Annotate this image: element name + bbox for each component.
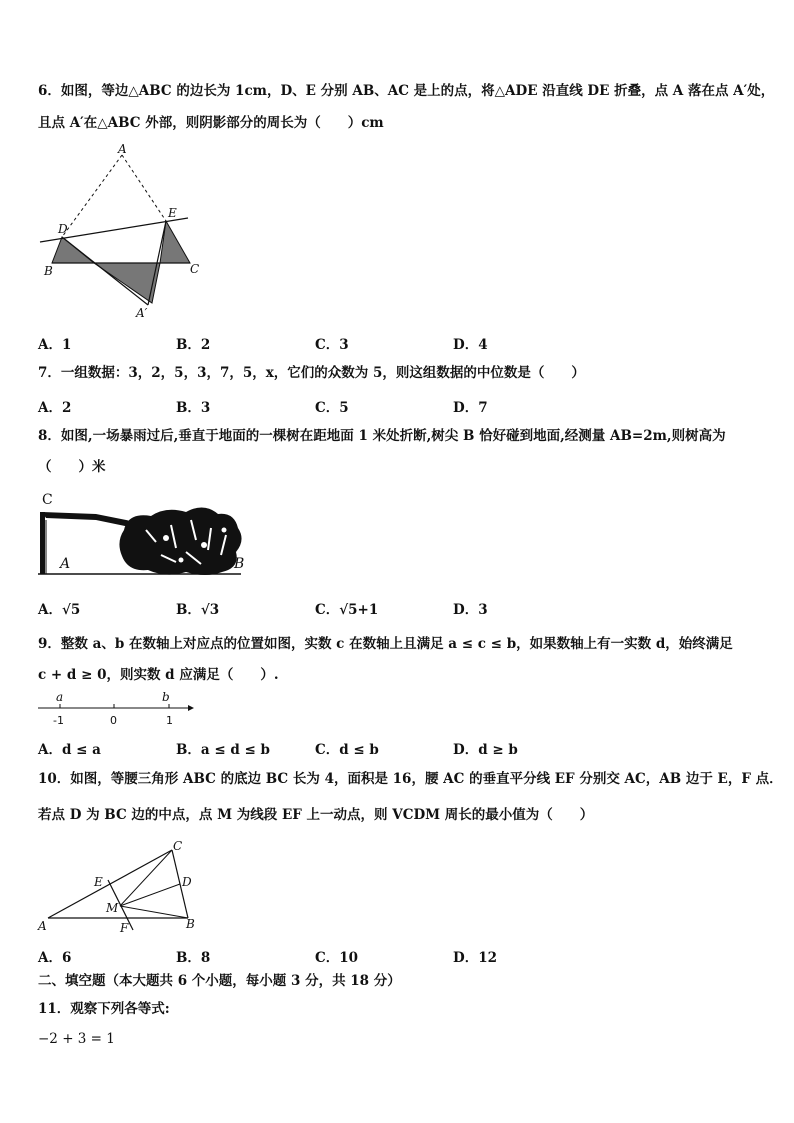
q9-option-b: B．a ≤ d ≤ b: [176, 742, 270, 758]
q8-label-b: B: [234, 556, 245, 572]
q10-label-c: C: [173, 839, 183, 853]
q11-stem: 11．观察下列各等式:: [38, 1001, 170, 1017]
section-heading-fill-in: 二、填空题（本大题共 6 个小题，每小题 3 分，共 18 分）: [38, 973, 401, 989]
q6-option-c: C．3: [315, 337, 349, 353]
q10-label-m: M: [106, 901, 119, 915]
q8-label-a: A: [60, 556, 71, 572]
q6-stem-line2: 且点 A′在△ABC 外部，则阴影部分的周长为（ ）cm: [38, 115, 384, 131]
q9-option-d: D．d ≥ b: [453, 742, 518, 758]
q6-label-c: C: [190, 262, 200, 276]
q10-figure: [36, 838, 206, 938]
q8-stem-line2: （ ）米: [38, 459, 106, 475]
q10-label-a: A: [38, 919, 47, 933]
q9-number-line: [38, 690, 198, 730]
q8-option-c: C．√5+1: [315, 602, 379, 618]
q8-option-b: B．√3: [176, 602, 220, 618]
q9-label-b: b: [162, 690, 170, 704]
q9-tick-0: 0: [110, 714, 117, 727]
q8-option-d: D．3: [453, 602, 488, 618]
q10-option-a: A．6: [38, 950, 72, 966]
q6-label-a-prime: A′: [136, 306, 148, 320]
q6-label-e: E: [168, 206, 177, 220]
q6-label-b: B: [44, 264, 53, 278]
q6-option-d: D．4: [453, 337, 488, 353]
q8-option-a: A．√5: [38, 602, 81, 618]
q9-tick-neg1: -1: [53, 714, 64, 727]
q9-tick-1: 1: [166, 714, 173, 727]
q7-option-c: C．5: [315, 400, 349, 416]
q10-stem-line1: 10．如图，等腰三角形 ABC 的底边 BC 长为 4，面积是 16，腰 AC 的垂直平分线 EF 分别交 AC，AB 边于 E，F 点．: [38, 771, 783, 787]
q9-option-c: C．d ≤ b: [315, 742, 379, 758]
q11-equation-1: −2 + 3 = 1: [38, 1031, 115, 1047]
q10-label-e: E: [94, 875, 103, 889]
q8-label-c: C: [42, 492, 53, 508]
q9-option-a: A．d ≤ a: [38, 742, 101, 758]
q6-label-d: D: [58, 222, 68, 236]
q7-option-b: B．3: [176, 400, 211, 416]
q10-label-d: D: [182, 875, 192, 889]
q7-stem: 7．一组数据：3，2，5，3，7，5，x，它们的众数为 5，则这组数据的中位数是（ ）: [38, 365, 585, 381]
q6-figure: [38, 142, 208, 325]
q10-stem-line2: 若点 D 为 BC 边的中点，点 M 为线段 EF 上一动点，则 VCDM 周长的最小值为（ ）: [38, 807, 594, 823]
q7-option-d: D．7: [453, 400, 488, 416]
q10-label-b: B: [186, 917, 195, 931]
q8-figure: [36, 490, 256, 580]
q9-stem-line2: c + d ≥ 0，则实数 d 应满足（ ）.: [38, 667, 279, 683]
q10-option-c: C．10: [315, 950, 359, 966]
q8-stem-line1: 8．如图,一场暴雨过后,垂直于地面的一棵树在距地面 1 米处折断,树尖 B 恰好碰到地面,经测量 AB=2m,则树高为: [38, 428, 726, 444]
q6-option-b: B．2: [176, 337, 211, 353]
q9-label-a: a: [56, 690, 64, 704]
q10-option-d: D．12: [453, 950, 497, 966]
q9-stem-line1: 9．整数 a、b 在数轴上对应点的位置如图，实数 c 在数轴上且满足 a ≤ c ≤ b，如果数轴上有一实数 d，始终满足: [38, 636, 733, 652]
q6-option-a: A．1: [38, 337, 72, 353]
q6-label-a: A: [118, 142, 127, 156]
q6-stem-line1: 6．如图，等边△ABC 的边长为 1cm，D、E 分别 AB、AC 是上的点，将△ADE 沿直线 DE 折叠，点 A 落在点 A′处，: [38, 83, 775, 99]
q10-label-f: F: [120, 921, 129, 935]
q10-option-b: B．8: [176, 950, 211, 966]
q7-option-a: A．2: [38, 400, 72, 416]
